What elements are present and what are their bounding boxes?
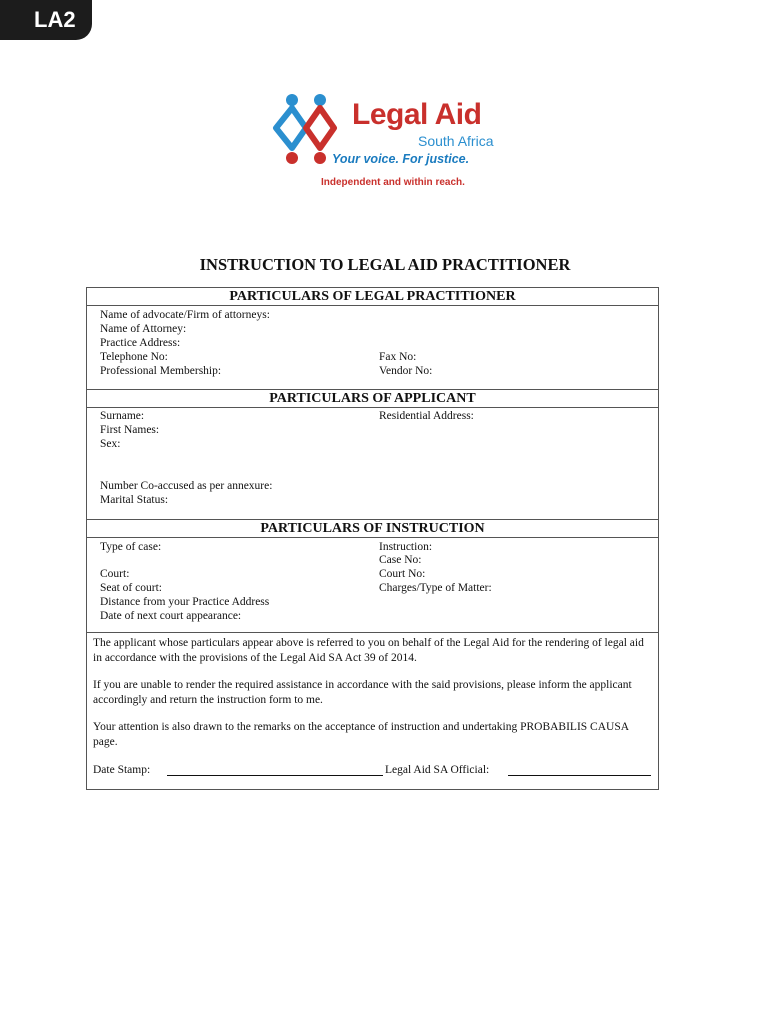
membership-field[interactable]: Professional Membership: — [100, 365, 222, 377]
section-divider — [87, 632, 658, 633]
applicant-heading: PARTICULARS OF APPLICANT — [87, 390, 658, 408]
seat-of-court-field[interactable]: Seat of court: — [100, 582, 162, 594]
charges-field[interactable]: Charges/Type of Matter: — [379, 582, 492, 594]
court-no-field[interactable]: Court No: — [379, 568, 426, 580]
probabilis-paragraph: Your attention is also drawn to the remarks on the acceptance of instruction and undertaking PROBABILIS CAUSA page. — [93, 721, 629, 748]
vendor-field[interactable]: Vendor No: — [379, 365, 433, 377]
type-of-case-field[interactable]: Type of case: — [100, 541, 162, 553]
logo-title: Legal Aid — [352, 98, 482, 131]
distance-field[interactable]: Distance from your Practice Address — [100, 596, 270, 608]
unable-paragraph: If you are unable to render the required assistance in accordance with the said provisions, please inform the applicant accordingly and return the instruction form to me. — [93, 679, 632, 706]
practice-address-field[interactable]: Practice Address: — [100, 337, 181, 349]
court-field[interactable]: Court: — [100, 568, 130, 580]
surname-field[interactable]: Surname: — [100, 410, 145, 422]
date-stamp-label: Date Stamp: — [93, 764, 151, 776]
date-stamp-line[interactable] — [167, 775, 383, 776]
official-label: Legal Aid SA Official: — [385, 764, 490, 776]
telephone-field[interactable]: Telephone No: — [100, 351, 168, 363]
instruction-form — [86, 287, 659, 790]
sex-field[interactable]: Sex: — [100, 438, 121, 450]
next-appearance-field[interactable]: Date of next court appearance: — [100, 610, 242, 622]
first-names-field[interactable]: First Names: — [100, 424, 160, 436]
residential-address-field[interactable]: Residential Address: — [379, 410, 474, 422]
referral-paragraph: The applicant whose particulars appear above is referred to you on behalf of the Legal Aid for the rendering of legal aid in accordance with the provisions of the Legal Aid SA Act 39 of 2014. — [93, 637, 644, 664]
coaccused-field[interactable]: Number Co-accused as per annexure: — [100, 480, 273, 492]
official-signature-line[interactable] — [508, 775, 651, 776]
logo-tagline-2: Independent and within reach. — [321, 177, 465, 188]
marital-status-field[interactable]: Marital Status: — [100, 494, 169, 506]
case-no-field[interactable]: Case No: — [379, 554, 422, 566]
logo-tagline: Your voice. For justice. — [332, 152, 470, 166]
instruction-field[interactable]: Instruction: — [379, 541, 433, 553]
practitioner-heading: PARTICULARS OF LEGAL PRACTITIONER — [87, 288, 658, 306]
logo-subtitle: South Africa — [418, 133, 494, 149]
form-code-badge: LA2 — [0, 0, 92, 40]
advocate-field[interactable]: Name of advocate/Firm of attorneys: — [100, 309, 270, 321]
attorney-field[interactable]: Name of Attorney: — [100, 323, 187, 335]
instruction-heading: PARTICULARS OF INSTRUCTION — [87, 520, 658, 538]
legal-aid-logo — [272, 90, 502, 196]
page-title: INSTRUCTION TO LEGAL AID PRACTITIONER — [199, 255, 571, 274]
fax-field[interactable]: Fax No: — [379, 351, 417, 363]
